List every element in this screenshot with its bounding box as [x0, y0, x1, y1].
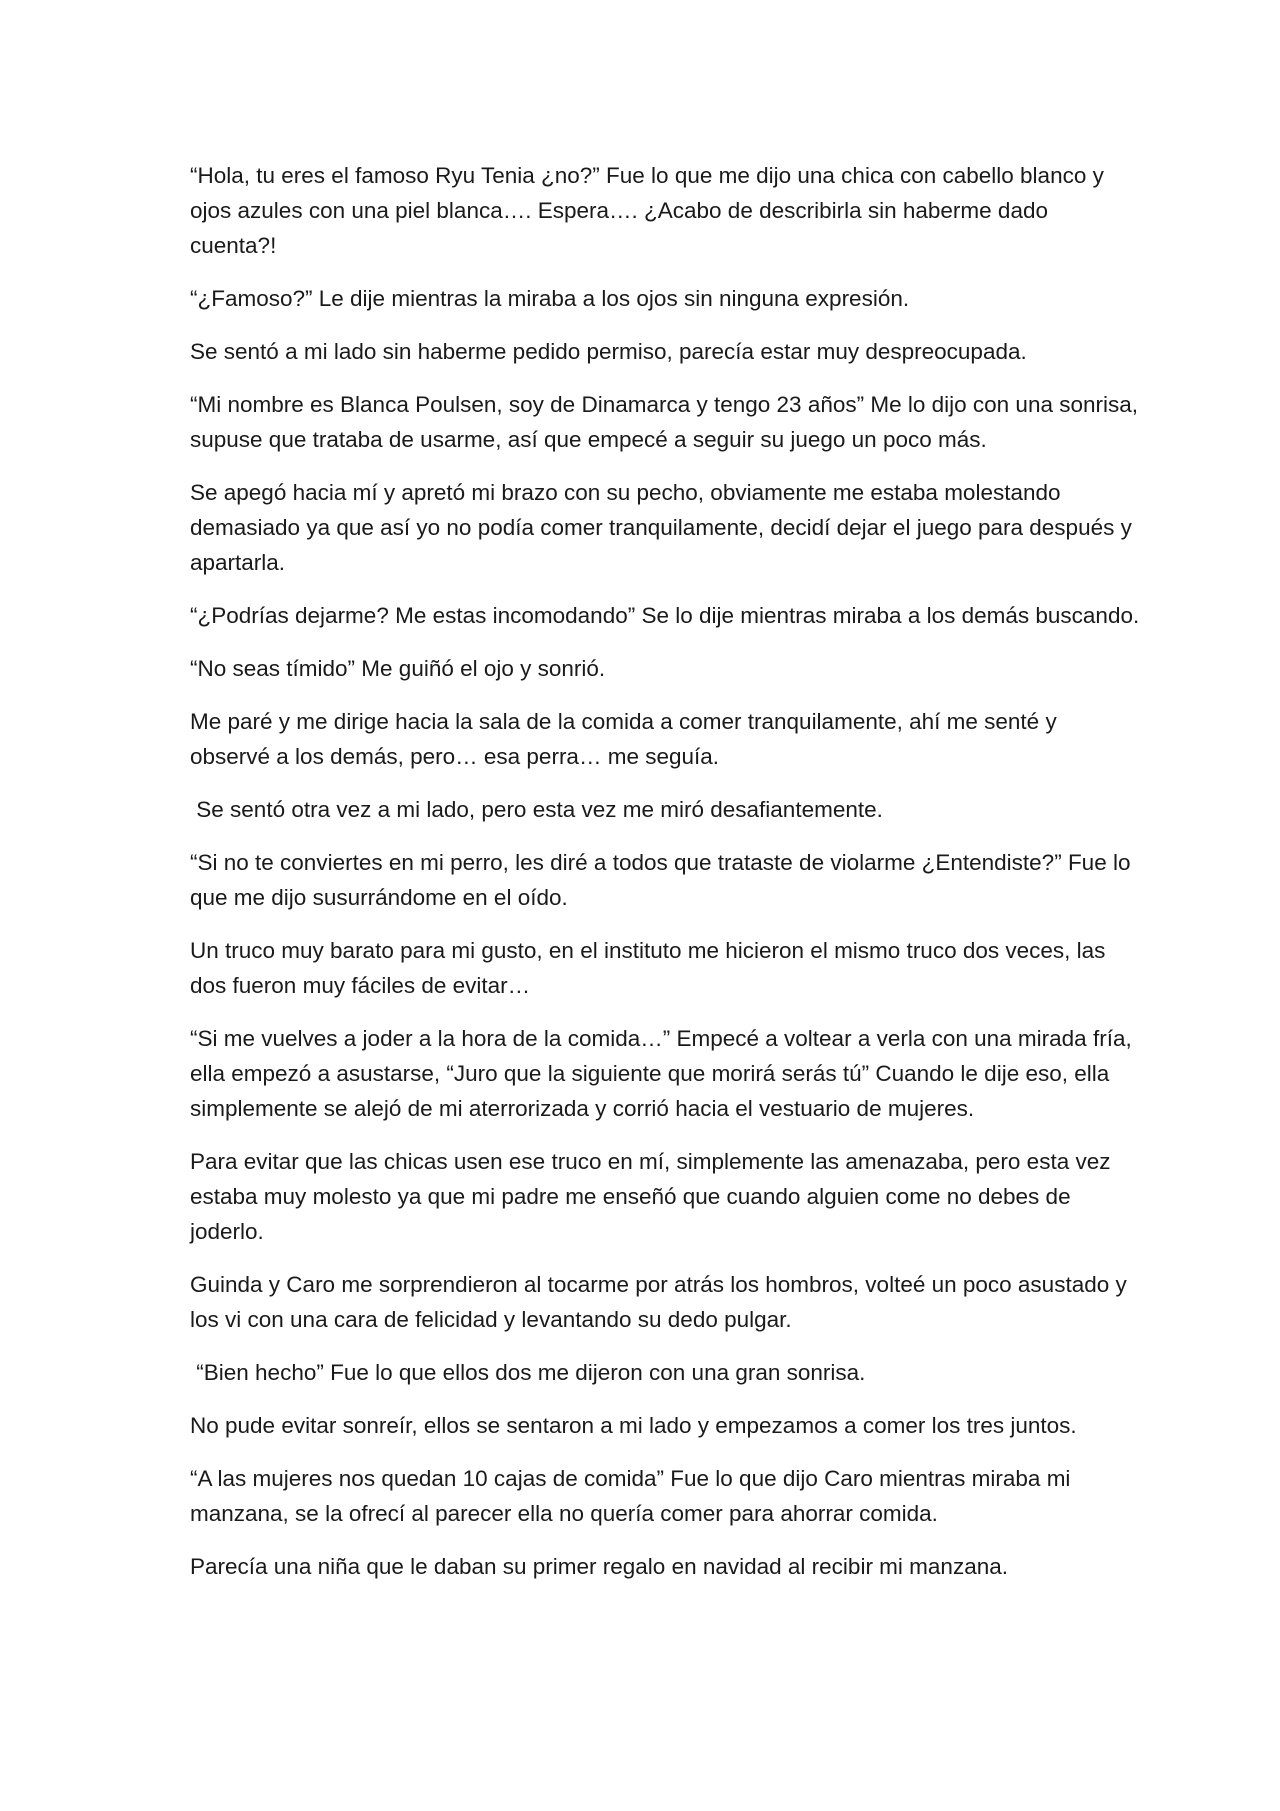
paragraph: “Hola, tu eres el famoso Ryu Tenia ¿no?” Fue lo que me dijo una chica con cabello blanco y ojos azules con una piel blanca…. Espera…. ¿Acabo de describirla sin haberme dado cuenta?! — [190, 163, 1111, 258]
paragraph: Parecía una niña que le daban su primer regalo en navidad al recibir mi manzana. — [190, 1554, 1008, 1579]
paragraph: “Si no te conviertes en mi perro, les diré a todos que trataste de violarme ¿Entendiste?” Fue lo que me dijo susurrándome en el oído. — [190, 850, 1137, 910]
paragraph: “¿Podrías dejarme? Me estas incomodando” Se lo dije mientras miraba a los demás buscando. — [190, 603, 1140, 628]
paragraph: “No seas tímido” Me guiñó el ojo y sonrió. — [190, 656, 606, 681]
paragraph: Para evitar que las chicas usen ese truco en mí, simplemente las amenazaba, pero esta vez estaba muy molesto ya que mi padre me enseñó que cuando alguien come no debes de joderlo. — [190, 1149, 1117, 1244]
paragraph: “A las mujeres nos quedan 10 cajas de comida” Fue lo que dijo Caro mientras miraba mi manzana, se la ofrecí al parecer ella no quería comer para ahorrar comida. — [190, 1466, 1077, 1526]
document-body — [190, 158, 1145, 1602]
paragraph: “¿Famoso?” Le dije mientras la miraba a los ojos sin ninguna expresión. — [190, 286, 910, 311]
paragraph: “Bien hecho” Fue lo que ellos dos me dijeron con una gran sonrisa. — [190, 1360, 866, 1385]
paragraph: Un truco muy barato para mi gusto, en el instituto me hicieron el mismo truco dos veces, las dos fueron muy fáciles de evitar… — [190, 938, 1112, 998]
paragraph: Se apegó hacia mí y apretó mi brazo con su pecho, obviamente me estaba molestando demasiado ya que así yo no podía comer tranquilamente, decidí dejar el juego para después y apartarla. — [190, 480, 1139, 575]
paragraph: Se sentó otra vez a mi lado, pero esta vez me miró desafiantemente. — [190, 797, 883, 822]
paragraph: Se sentó a mi lado sin haberme pedido permiso, parecía estar muy despreocupada. — [190, 339, 1027, 364]
paragraph: No pude evitar sonreír, ellos se sentaron a mi lado y empezamos a comer los tres juntos. — [190, 1413, 1077, 1438]
paragraph: “Si me vuelves a joder a la hora de la comida…” Empecé a voltear a verla con una mirada fría, ella empezó a asustarse, “Juro que la siguiente que morirá serás tú” Cuando le dije eso, ella simplemente se alejó de mi aterrorizada y corrió hacia el vestuario de mujeres. — [190, 1026, 1138, 1121]
paragraph: Me paré y me dirige hacia la sala de la comida a comer tranquilamente, ahí me senté y observé a los demás, pero… esa perra… me seguía. — [190, 709, 1063, 769]
paragraph: “Mi nombre es Blanca Poulsen, soy de Dinamarca y tengo 23 años” Me lo dijo con una sonrisa, supuse que trataba de usarme, así que empecé a seguir su juego un poco más. — [190, 392, 1145, 452]
paragraph: Guinda y Caro me sorprendieron al tocarme por atrás los hombros, volteé un poco asustado y los vi con una cara de felicidad y levantando su dedo pulgar. — [190, 1272, 1134, 1332]
